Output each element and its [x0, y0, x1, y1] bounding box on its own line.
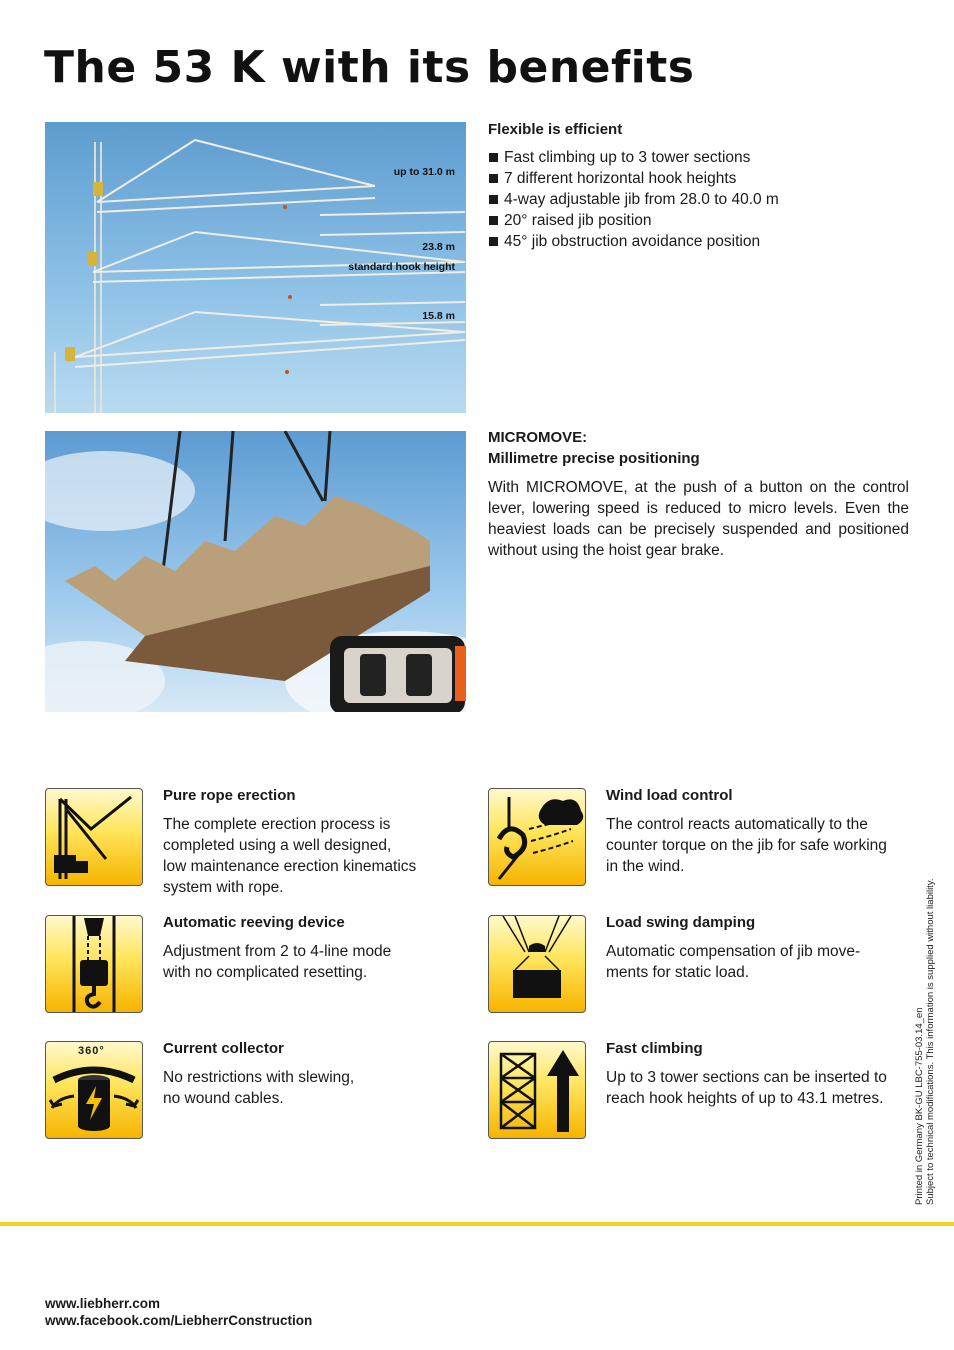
feature-line: Adjustment from 2 to 4-line mode [163, 943, 392, 960]
feature-title: Fast climbing [606, 1040, 703, 1057]
feature-title: Load swing damping [606, 914, 756, 931]
micromove-body: With MICROMOVE, at the push of a button on the control lever, lowering speed is reduced to micro levels. Even the heaviest loads can be precisely suspended and positioned without using the hoist gear brake. [488, 479, 909, 559]
height-label-standard-caption: standard hook height [348, 261, 455, 273]
list-item: 7 different horizontal hook heights [488, 168, 779, 189]
feature-line: The complete erection process is [163, 816, 391, 833]
feature-line: Up to 3 tower sections can be inserted to [606, 1069, 887, 1086]
feature-description [163, 1067, 354, 1109]
feature-line: in the wind. [606, 858, 685, 875]
height-label-standard: 23.8 m [422, 241, 455, 253]
rope-erection-icon [45, 788, 143, 886]
disclaimer-line: Subject to technical modifications. This information is supplied without liability. [925, 878, 936, 1205]
micromove-subheading: Millimetre precise positioning [488, 450, 700, 467]
micromove-photo [45, 431, 466, 712]
wind-load-icon [488, 788, 586, 886]
degree-badge: 360° [78, 1045, 105, 1057]
feature-line: The control reacts automatically to the [606, 816, 868, 833]
feature-line: ments for static load. [606, 964, 750, 981]
list-item: Fast climbing up to 3 tower sections [488, 147, 779, 168]
reeving-hook-icon [45, 915, 143, 1013]
feature-description [163, 941, 391, 983]
feature-title: Wind load control [606, 787, 733, 804]
feature-description [163, 814, 416, 898]
feature-line: low maintenance erection kinematics [163, 858, 417, 875]
feature-description [606, 941, 860, 983]
crane-heights-photo [45, 122, 466, 413]
list-item: 4-way adjustable jib from 28.0 to 40.0 m [488, 189, 779, 210]
list-item: 45° jib obstruction avoidance position [488, 231, 779, 252]
feature-line: with no complicated resetting. [163, 964, 368, 981]
flexible-bullet-list [488, 147, 779, 252]
feature-line: no wound cables. [163, 1090, 284, 1107]
height-label-bottom: 15.8 m [422, 310, 455, 322]
feature-line: counter torque on the jib for safe working [606, 837, 887, 854]
feature-line: system with rope. [163, 879, 284, 896]
facebook-link[interactable]: www.facebook.com/LiebherrConstruction [45, 1313, 313, 1328]
print-info-line: Printed in Germany BK-GU LBC-755-03.14_en [914, 1007, 925, 1205]
feature-line: completed using a well designed, [163, 837, 392, 854]
page-title: The 53 K with its benefits [44, 42, 695, 93]
footer-divider [0, 1222, 954, 1226]
current-collector-icon [45, 1041, 143, 1139]
footer [45, 1295, 312, 1329]
list-item: 20° raised jib position [488, 210, 779, 231]
swing-damping-icon [488, 915, 586, 1013]
micromove-heading: MICROMOVE: [488, 429, 588, 446]
feature-title: Pure rope erection [163, 787, 296, 804]
flexible-heading: Flexible is efficient [488, 121, 623, 138]
feature-line: No restrictions with slewing, [163, 1069, 355, 1086]
print-info-note [914, 878, 936, 1205]
feature-line: Automatic compensation of jib move- [606, 943, 861, 960]
feature-description [606, 814, 887, 877]
website-link[interactable]: www.liebherr.com [45, 1296, 161, 1311]
feature-description [606, 1067, 887, 1109]
feature-title: Current collector [163, 1040, 284, 1057]
feature-line: reach hook heights of up to 43.1 metres. [606, 1090, 884, 1107]
feature-title: Automatic reeving device [163, 914, 345, 931]
height-label-top: up to 31.0 m [393, 166, 455, 178]
fast-climbing-icon [488, 1041, 586, 1139]
